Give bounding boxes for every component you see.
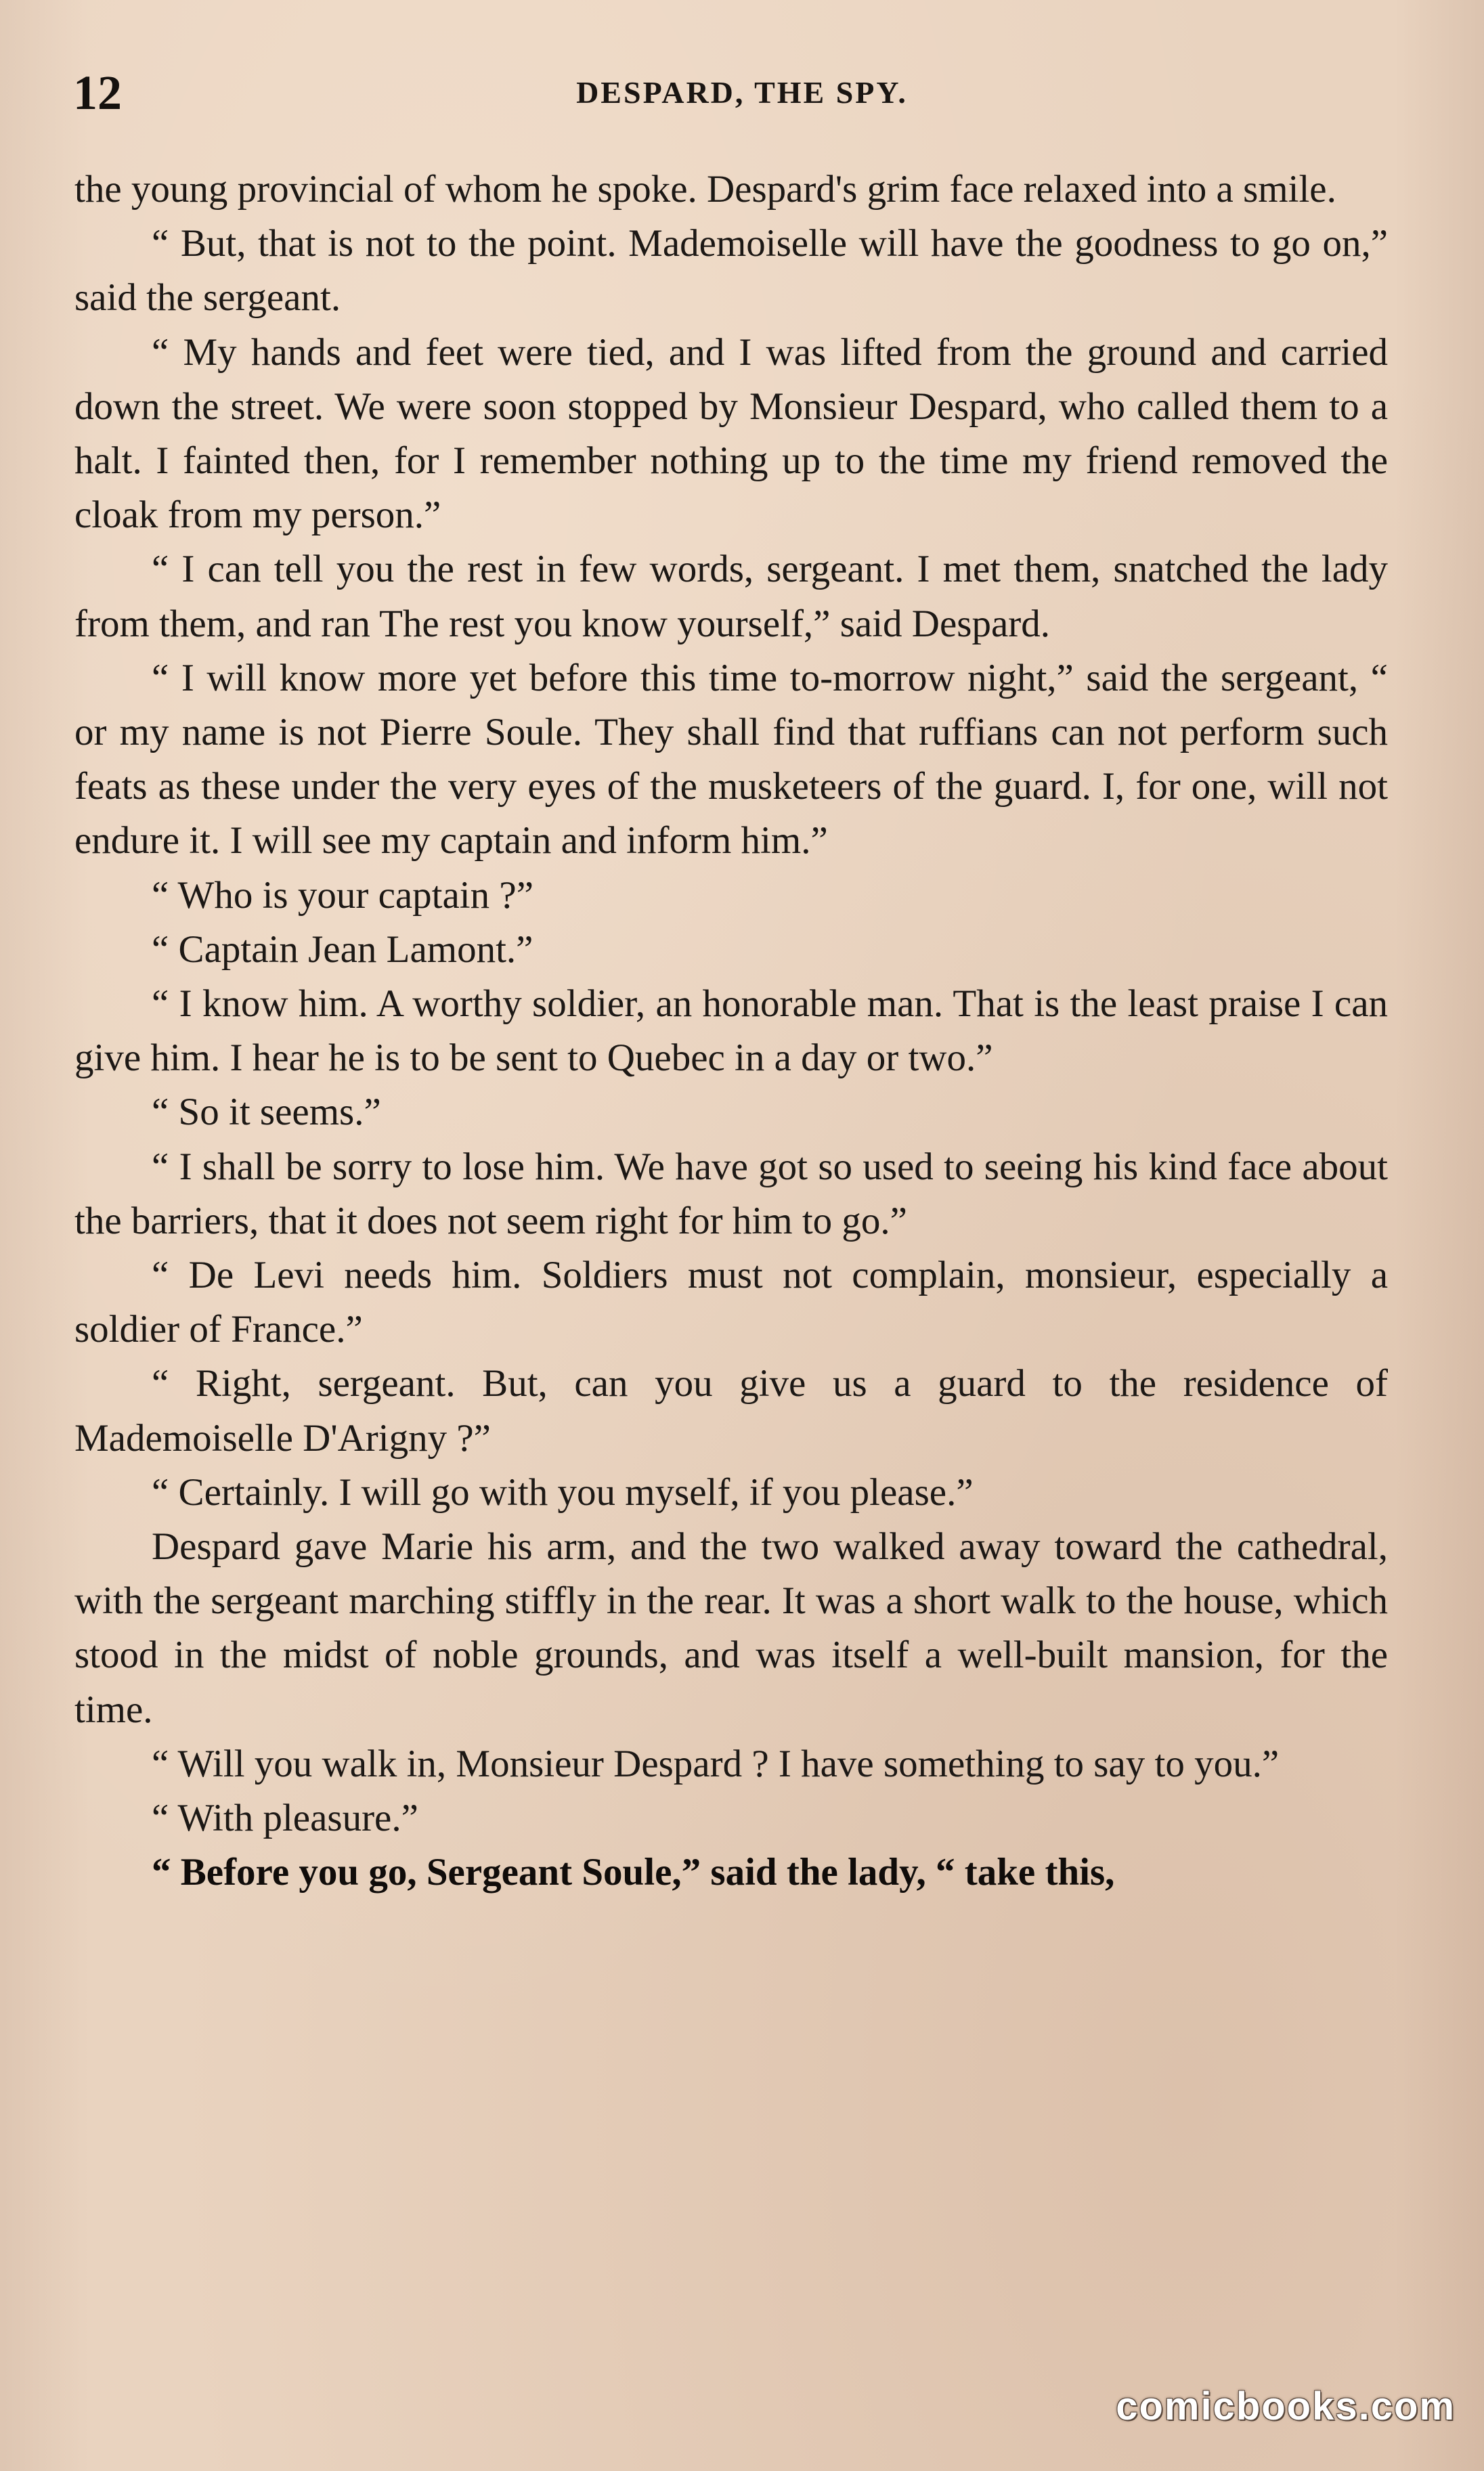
paragraph: “ So it seems.” — [152, 1091, 381, 1134]
paragraph: “ I know him. A worthy soldier, an honorable man. That is the least praise I can give him. I hear he is to be sent to Quebec in a day or two.” — [74, 982, 1388, 1080]
watermark: comicbooks.com — [1116, 2384, 1456, 2428]
paragraph: “ I can tell you the rest in few words, sergeant. I met them, snatched the lady from them, and ran The rest you know yourself,” said Despard. — [74, 548, 1388, 645]
paragraph: “ Will you walk in, Monsieur Despard ? I have something to say to you.” — [152, 1742, 1280, 1785]
paragraph: “ Who is your captain ?” — [152, 873, 533, 917]
paragraph: “ I will know more yet before this time to-morrow night,” said the sergeant, “ or my name is not Pierre Soule. They shall find that ruffians can not perform such feats as these under the very eyes of the musketeers of the guard. I, for one, will not endure it. I will see my captain and inform him.” — [74, 656, 1388, 862]
paragraph: “ Certainly. I will go with you myself, if you please.” — [152, 1470, 974, 1514]
paragraph: “ With pleasure.” — [152, 1797, 418, 1840]
paragraph: “ My hands and feet were tied, and I was lifted from the ground and carried down the street. We were soon stopped by Monsieur Despard, who called them to a halt. I fainted then, for I remember nothing up to the time my friend removed the cloak from my person.” — [74, 330, 1388, 537]
body-text — [74, 162, 1388, 1900]
paragraph: the young provincial of whom he spoke. Despard's grim face relaxed into a smile. — [74, 168, 1336, 211]
paragraph: “ Right, sergeant. But, can you give us a guard to the residence of Mademoiselle D'Arigny ?” — [74, 1362, 1388, 1460]
paragraph: “ I shall be sorry to lose him. We have got so used to seeing his kind face about the barriers, that it does not seem right for him to go.” — [74, 1145, 1388, 1242]
paragraph: “ But, that is not to the point. Mademoiselle will have the goodness to go on,” said the sergeant. — [74, 222, 1388, 320]
running-head — [73, 62, 1411, 123]
page-number: 12 — [73, 66, 122, 120]
paragraph: “ Captain Jean Lamont.” — [152, 927, 533, 971]
paragraph: “ De Levi needs him. Soldiers must not complain, monsieur, especially a soldier of France.” — [74, 1254, 1388, 1351]
paragraph: “ Before you go, Sergeant Soule,” said the lady, “ take this, — [152, 1851, 1115, 1894]
paragraph: Despard gave Marie his arm, and the two walked away toward the cathedral, with the sergeant marching stiffly in the rear. It was a short walk to the house, which stood in the midst of noble grounds, and was itself a well-built mansion, for the time. — [74, 1525, 1388, 1731]
running-title: DESPARD, THE SPY. — [576, 75, 908, 110]
